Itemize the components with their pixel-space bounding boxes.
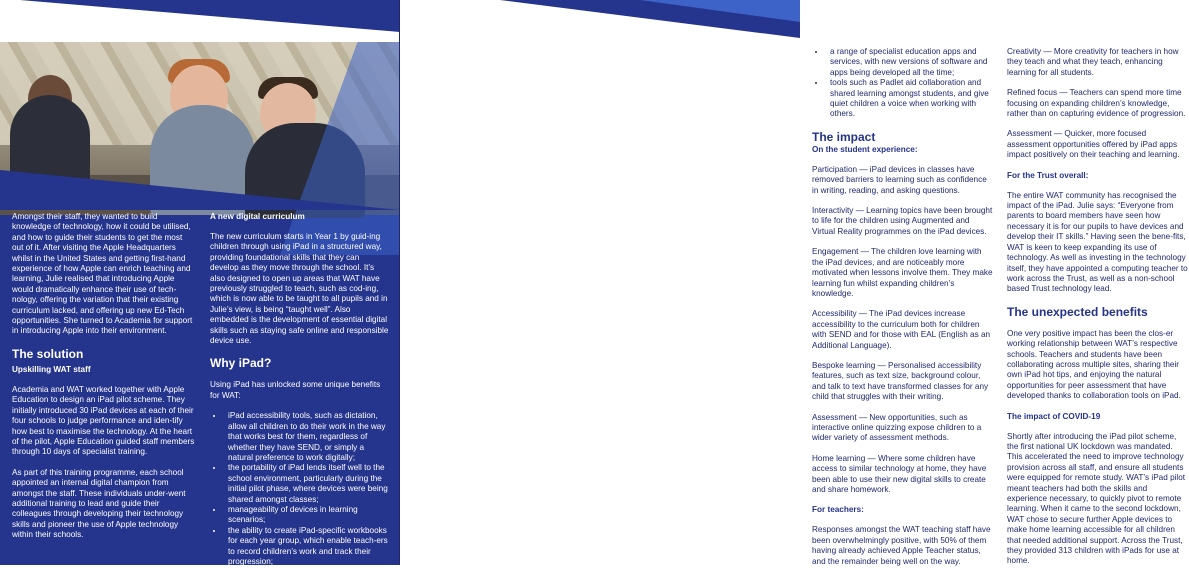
list-item: • iPad accessibility tools, such as dictation, allow all children to do their work in the way that works best for them, regardless of whether they have SEND, or simply a natural preference to work digitally; xyxy=(224,411,390,463)
curriculum-paragraph: The new curriculum starts in Year 1 by guid-ing children through using iPad in a structured way, providing foundational skills that they can develop as they move through the school. It’s also designed to open up areas that WAT have previously struggled to teach, such as cod-ing, which is now able to be taught to all pupils and in Julie’s view, is being “taught well”. Also embedded is the development of essential digital skills such as staying safe online and responsible device use. xyxy=(210,232,389,346)
teachers-heading: For teachers: xyxy=(812,505,864,515)
left-panel xyxy=(0,0,400,565)
trust-heading: For the Trust overall: xyxy=(1007,170,1089,180)
left-column-b xyxy=(210,212,390,567)
home-learning-paragraph: Home learning — Where some children have access to similar technology at home, they have been able to use their new digital skills to create and share homework. xyxy=(812,453,987,494)
interactivity-paragraph: Interactivity — Learning topics have been brought to life for the children using Augmented and Virtual Reality programmes on the iPad devices. xyxy=(812,206,993,236)
list-item: • tools such as Padlet aid collaboration and shared learning amongst students, and give quiet children a voice when working with others. xyxy=(826,78,994,120)
solution-subheading: Upskilling WAT staff xyxy=(12,364,91,374)
list-item: • manageability of devices in learning scenarios; xyxy=(224,505,390,526)
curriculum-heading: A new digital curriculum xyxy=(210,212,305,221)
assessment-paragraph: Assessment — New opportunities, such as interactive online quizzing expose children to a wider variety of assessment methods. xyxy=(812,412,982,443)
right-column-c xyxy=(812,47,994,577)
unexpected-benefits-paragraph: One very positive impact has been the clos-er working relationship between WAT’s respective schools. Teachers and students have been collaborating across multiple sites, sharing their own iPad hot tips, and enjoying the natural opportunities for peer assessment that have developed thanks to collaboration tools on iPad. xyxy=(1007,328,1181,401)
top-chevron-shape xyxy=(20,0,400,32)
accessibility-paragraph: Accessibility — The iPad devices increase accessibility to the curriculum both for children with SEND and for those with EAL (English as an Additional Language). xyxy=(812,309,991,350)
covid-paragraph: Shortly after introducing the iPad pilot scheme, the first national UK lockdown was mandated. This accelerated the need to improve technology provision across all staff, and ensure all students were equipped for remote study. WAT’s iPad pilot meant teachers had both the skills and experience necessary, to quickly pivot to remote learning. When it came to the second lockdown, WAT chose to secure further Apple devices to make home learning accessible for all children that needed additional support. Across the Trust, they provided 313 children with iPads for use at home. xyxy=(1007,431,1186,566)
why-ipad-heading: Why iPad? xyxy=(210,356,272,371)
solution-paragraph-2: As part of this training programme, each school appointed an internal digital champion from amongst the staff. These individuals under-went additional training to lead and guide their colleagues through developing their technology skills and pioneer the use of Apple technology within their schools. xyxy=(12,467,186,540)
why-ipad-intro: Using iPad has unlocked some unique benefits for WAT: xyxy=(210,380,381,400)
teacher-assessment-paragraph: Assessment — Quicker, more focused assessment opportunities offered by iPad apps impact positively on their teaching and learning. xyxy=(1007,129,1180,160)
top-right-accent-chevron xyxy=(640,0,800,22)
bespoke-learning-paragraph: Bespoke learning — Personalised accessibility features, such as text size, background colour, and talk to text have transformed classes for any child that struggles with their writing. xyxy=(812,360,989,402)
right-panel xyxy=(400,0,1188,566)
creativity-paragraph: Creativity — More creativity for teachers in how they teach and what they teach, enhancing learning for all students. xyxy=(1007,47,1179,77)
impact-heading: The impact xyxy=(812,129,876,144)
photo-bottom-chevron xyxy=(0,170,400,210)
engagement-paragraph: Engagement — The children love learning with the iPad devices, and are noticeably more motivated when lessons involve them. They make learning fun whilst expanding children’s knowledge. xyxy=(812,247,993,298)
unexpected-benefits-heading: The unexpected benefits xyxy=(1007,304,1148,319)
trust-paragraph: The entire WAT community has recognised the impact of the iPad. Julie says: “Everyone from parents to board members have seen how necessary it is for our pupils to have devices and develop their IT skills.” Having seen the bene-fits, WAT is keen to keep expanding its use of technology. As well as investing in the technology itself, they have appointed a computing teacher to work across the Trust, as well as a non-school based Trust technology lead. xyxy=(1007,190,1188,294)
why-ipad-list xyxy=(210,411,390,567)
right-column-d xyxy=(1007,47,1189,577)
participation-paragraph: Participation — iPad devices in classes have removed barriers to learning such as confidence in writing, reading, and asking questions. xyxy=(812,164,987,195)
list-item: • the ability to create iPad-specific workbooks for each year group, which enable teach-ers to record children’s work and track their progression; xyxy=(224,526,390,568)
ipad-benefits-list-continued xyxy=(812,47,994,120)
list-item: • the portability of iPad lends itself well to the school environment, particularly during the initial pilot phase, where devices were being shared amongst classes; xyxy=(224,463,390,505)
refined-focus-paragraph: Refined focus — Teachers can spend more time focusing on expanding children’s knowledge, rather than on capturing evidence of progression. xyxy=(1007,88,1186,119)
left-column-a xyxy=(12,212,195,551)
covid-heading: The impact of COVID-19 xyxy=(1007,411,1101,421)
teachers-paragraph: Responses amongst the WAT teaching staff have been overwhelmingly positive, with 50% of them having already achieved Apple Teacher status, and the remainder being well on the way. xyxy=(812,525,991,566)
list-item: • a range of specialist education apps and services, with new versions of software and apps being developed all the time; xyxy=(826,47,994,78)
impact-subheading: On the student experience: xyxy=(812,144,918,154)
solution-paragraph-1: Academia and WAT worked together with Apple Education to design an iPad pilot scheme. They initially introduced 30 iPad devices at each of their four schools to judge performance and iden-tify how best to maximise the technology. At the heart of the pilot, Apple Education guided staff members through 10 days of specialist training. xyxy=(12,384,195,457)
solution-heading: The solution xyxy=(12,346,84,361)
intro-paragraph: Amongst their staff, they wanted to build knowledge of technology, how it could be utilised, and how to guide their students to get the most out of it. After visiting the Apple Headquarters whilst in the United States and getting first-hand experience of how Apple can enrich teaching and learning, Julie realised that introducing Apple would dramatically enhance their use of tech-nology, offering the variation that their existing curriculum lacked, and offering up new Ed-Tech opportunities. She turned to Academia for support in introducing Apple into their environment. xyxy=(12,212,193,336)
